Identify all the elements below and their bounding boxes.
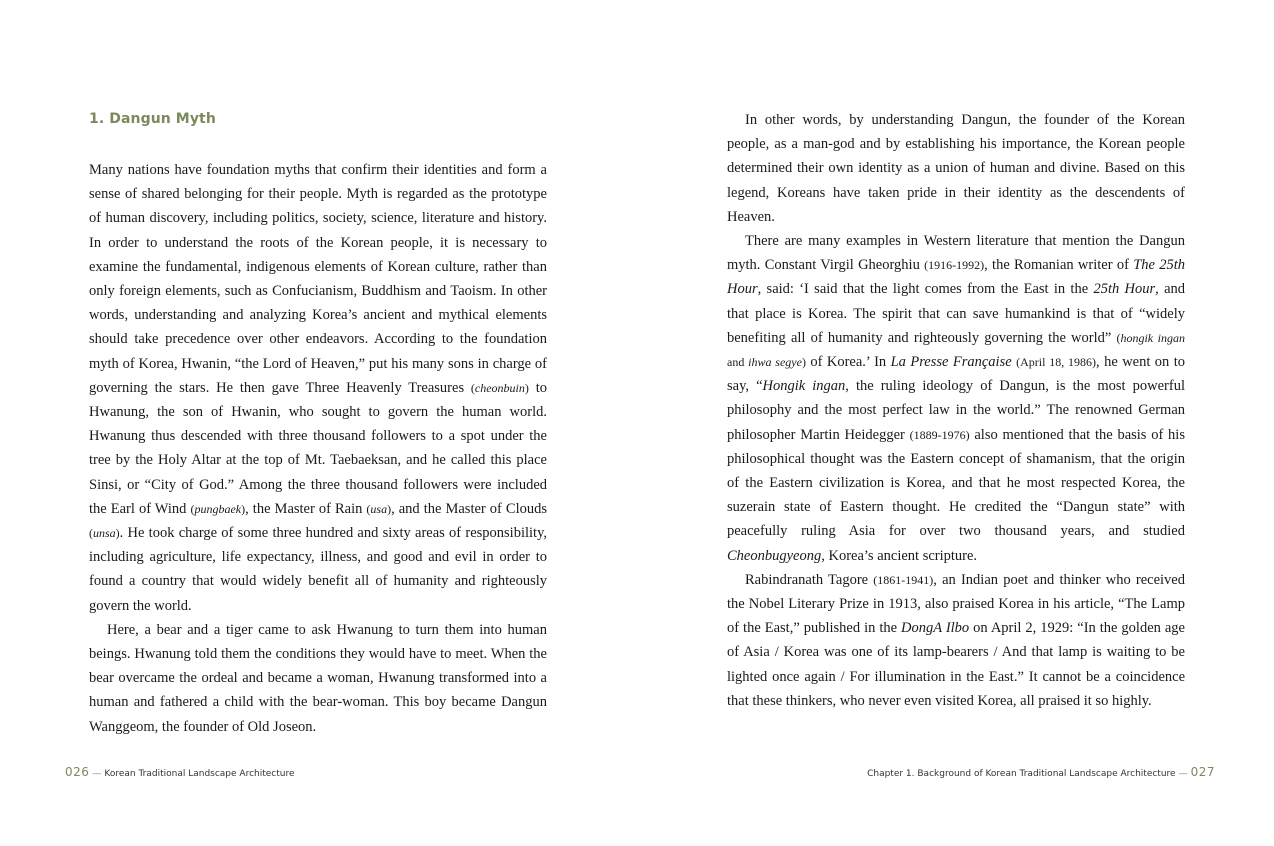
- annotation: (1916-1992): [924, 258, 985, 273]
- annotation: (hongik ingan and ihwa segye): [727, 330, 1185, 370]
- annotation: (pungbaek): [190, 501, 246, 516]
- right-page: [637, 0, 1274, 846]
- annotation: (April 18, 1986): [1016, 355, 1097, 370]
- paragraph-tagore: Rabindranath Tagore (1861-1941), an Indian poet and thinker who received the Nobel Literary Prize in 1913, also praised Korea in his article, “The Lamp of the East,” published in the DongA Ilbo on April 2, 1929: “In the golden age of Asia / Korea was one of its lamp-bearers / And that lamp is waiting to be lighted once again / For illumination in the East.” It cannot be a coincidence that these thinkers, who never even visited Korea, all praised it so highly.: [727, 571, 1185, 709]
- footer-right: [867, 765, 1215, 779]
- publication-title: La Presse Française: [890, 354, 1012, 371]
- annotation: (cheonbuin): [470, 380, 529, 395]
- scripture-title: Cheonbugyeong: [727, 547, 822, 564]
- section-heading: 1. Dangun Myth: [89, 111, 216, 127]
- book-title: The 25th Hour: [727, 257, 1186, 298]
- paragraph-western-literature: There are many examples in Western literature that mention the Dangun myth. Constant Virgil Gheorghiu (1916-1992), the Romanian writer of The 25th Hour, said: ‘I said that the light comes from the East in the 25th Hour, and that place is Korea. The spirit that can save humankind is that of “widely benefiting all of humanity and righteously governing the world” (hongik ingan and ihwa segye) of Korea.’ In La Presse Française (April 18, 1986), he went on to say, “Hongik ingan, the ruling ideology of Dangun, is the most powerful philosophy and the most perfect law in the world.” The renowned German philosopher Martin Heidegger (1889-1976) also mentioned that the basis of his philosophical thought was the Eastern concept of shamanism, that the origin of the Eastern civilization is Korea, and that he most respected Korea, the suzerain state of Eastern thought. He credited the “Dangun state” with peacefully ruling Asia for over two thousand years, and studied Cheonbugyeong, Korea’s ancient scripture.: [727, 233, 1186, 564]
- paragraph-foundation-myth: Many nations have foundation myths that confirm their identities and form a sense of shared belonging for their people. Myth is regarded as the prototype of human discovery, including politics, society, science, literature and history. In order to understand the roots of the Korean people, it is necessary to examine the fundamental, indigenous elements of Korean culture, rather than only foreign elements, such as Confucianism, Buddhism and Taoism. In other words, understanding and analyzing Korea’s ancient and mythical elements should take precedence over other endeavors. According to the foundation myth of Korea, Hwanin, “the Lord of Heaven,” put his many sons in charge of governing the stars. He then gave Three Heavenly Treasures (cheonbuin) to Hwanung, the son of Hwanin, who sought to govern the human world. Hwanung thus descended with three thousand followers to a spot under the tree by the Holy Altar at the top of Mt. Taebaeksan, and he called this place Sinsi, or “City of God.” Among the three thousand followers were included the Earl of Wind (pungbaek), the Master of Rain (usa), and the Master of Clouds (unsa). He took charge of some three hundred and sixty areas of responsibility, including agriculture, life expectancy, illness, and good and evil in order to found a country that would widely benefit all of humanity and righteously govern the world.: [89, 162, 547, 614]
- running-title: Korean Traditional Landscape Architecture: [104, 769, 295, 779]
- page-number: 026: [65, 765, 90, 779]
- footer-dash: —: [92, 769, 102, 779]
- footer-dash: —: [1178, 769, 1188, 779]
- left-text-column: [89, 158, 547, 739]
- running-title: Chapter 1. Background of Korean Traditional Landscape Architecture: [867, 769, 1176, 779]
- book-title: 25th Hour: [1093, 281, 1156, 298]
- annotation: (1889-1976): [909, 427, 970, 442]
- annotation: (usa): [366, 501, 392, 516]
- right-text-column: [727, 108, 1185, 713]
- footer-left: [65, 765, 295, 779]
- publication-title: DongA Ilbo: [901, 620, 970, 637]
- term: Hongik ingan: [762, 378, 846, 395]
- paragraph-bear-tiger: Here, a bear and a tiger came to ask Hwanung to turn them into human beings. Hwanung told them the conditions they would have to meet. When the bear overcame the ordeal and became a woman, Hwanung transformed into a human and fathered a child with the bear-woman. This boy became Dangun Wanggeom, the founder of Old Joseon.: [89, 621, 547, 735]
- paragraph-dangun-identity: In other words, by understanding Dangun, the founder of the Korean people, as a man-god and by establishing his importance, the Korean people determined their own identity as a union of human and divine. Based on this legend, Koreans have taken pride in their identity as the descendents of Heaven.: [727, 112, 1185, 225]
- page-number: 027: [1190, 765, 1215, 779]
- annotation: (1861-1941): [873, 572, 934, 587]
- annotation: (unsa): [89, 526, 120, 541]
